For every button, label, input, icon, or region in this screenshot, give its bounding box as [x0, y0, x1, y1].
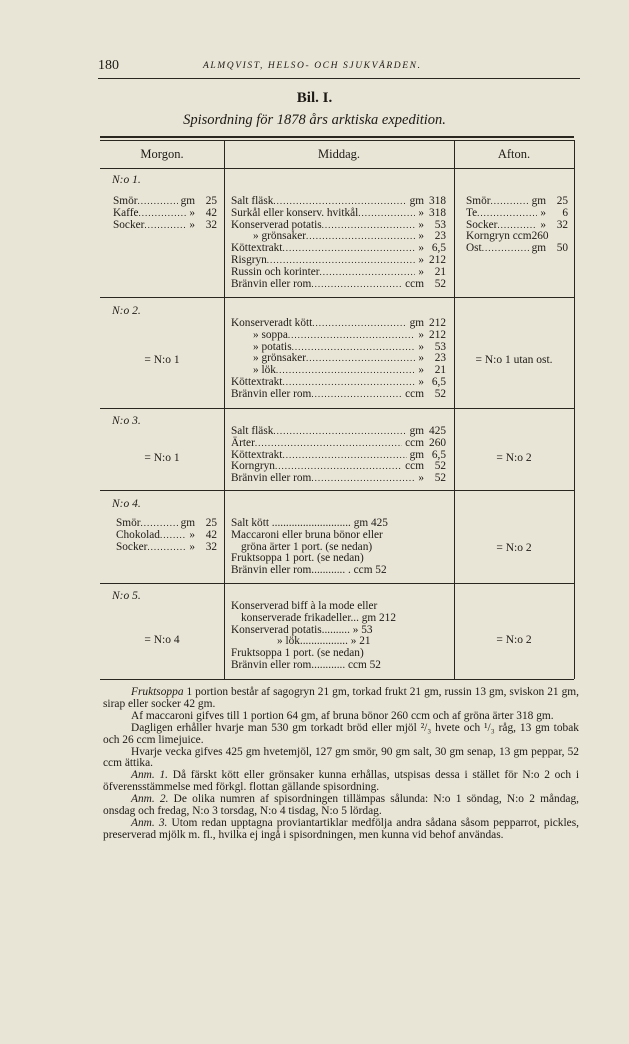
food-entry: Salt fläsk ..... gm 318	[231, 196, 446, 208]
food-entry: Fruktsoppa 1 port. (se nedan)	[231, 552, 364, 565]
food-entry: Chokolad ..... » 42	[116, 530, 217, 542]
note-paragraph: Anm. 1. Då färskt kött eller grönsaker kunna erhållas, utspisas dessa i stället för N:o 2 och i öfverensstämmelse med förkgl. flottan gällande spisordning.	[103, 769, 579, 794]
food-entry: Fruktsoppa 1 port. (se nedan)	[231, 647, 364, 660]
middag-cell	[231, 196, 446, 290]
food-entry: Bränvin eller rom ..... ccm 52	[231, 389, 446, 401]
row-divider	[100, 408, 574, 409]
note-paragraph: Anm. 2. De olika numren af spisordningen tillämpas sålunda: N:o 1 söndag, N:o 2 måndag, onsdag och fredag, N:o 3 torsdag, N:o 4 tisdag, N:o 5 lördag.	[103, 793, 580, 818]
food-entry: » soppa ..... » 212	[231, 330, 446, 342]
morgon-cell	[116, 518, 217, 553]
note-paragraph: Fruktsoppa 1 portion består af sagogryn 21 gm, torkad frukt 21 gm, russin 13 gm, sviskon 21 gm, sirap eller socker 42 gm.	[103, 686, 579, 710]
appendix-heading: Bil. I.	[296, 90, 333, 106]
table-bottom-rule	[100, 679, 574, 680]
table-top-rule	[100, 136, 574, 138]
food-entry: » grönsaker ..... » 23	[231, 231, 446, 243]
row-divider	[100, 297, 574, 298]
food-entry: » lök ..... » 21	[231, 365, 446, 377]
note-paragraph: Af maccaroni gifves till 1 portion 64 gm, af bruna bönor 260 ccm och af gröna ärter 318 gm.	[131, 709, 554, 722]
row-label: N:o 1.	[112, 174, 141, 186]
food-entry: Köttextrakt ..... » 6,5	[231, 243, 446, 255]
row-divider	[100, 490, 574, 491]
food-entry: Korngryn ccm260	[466, 230, 549, 243]
food-entry: Russin och korinter ..... » 21	[231, 267, 446, 279]
food-entry: gröna ärter 1 port. (se nedan)	[241, 540, 373, 553]
column-divider	[224, 140, 225, 679]
row-divider	[100, 583, 574, 584]
food-entry: Köttextrakt ..... gm 6,5	[231, 450, 446, 462]
afton-cell: = N:o 1 utan ost.	[475, 354, 553, 366]
column-header-morgon: Morgon.	[140, 147, 184, 161]
running-title: ALMQVIST, HELSO- OCH SJUKVÅRDEN.	[203, 61, 422, 71]
food-entry: Bränvin eller rom ..... ccm 52	[231, 279, 446, 291]
food-entry: Te ..... » 6	[466, 208, 568, 220]
food-entry: Köttextrakt ..... » 6,5	[231, 377, 446, 389]
food-entry: Konserveradt kött ..... gm 212	[231, 318, 446, 330]
food-entry: Kaffe ..... » 42	[113, 208, 217, 220]
food-entry: Salt kött ............................ gm 425	[231, 517, 388, 529]
food-entry: Bränvin eller rom............ ccm 52	[231, 658, 381, 671]
food-entry: Socker ..... » 32	[113, 220, 217, 232]
column-header-middag: Middag.	[317, 147, 360, 161]
middag-cell	[231, 426, 446, 485]
food-entry: Korngryn ..... ccm 52	[231, 461, 446, 473]
notes-section	[103, 687, 579, 842]
running-head	[98, 56, 580, 79]
afton-cell: = N:o 2	[496, 634, 532, 646]
morgon-cell: = N:o 1	[144, 354, 180, 366]
column-divider	[454, 140, 455, 679]
column-header-afton: Afton.	[497, 147, 531, 161]
food-entry: Socker ..... » 32	[116, 542, 217, 554]
note-paragraph: Dagligen erhåller hvarje man 530 gm torkadt bröd eller mjöl ²/₃ hvete och ¹/₃ råg, 13 gm tobak och 26 ccm limejuice.	[103, 721, 579, 746]
food-entry: » lök................. » 21	[277, 635, 371, 648]
food-entry: Maccaroni eller bruna bönor eller	[231, 528, 383, 541]
row-label: N:o 2.	[112, 305, 141, 317]
table-caption: Spisordning för 1878 års arktiska expedition.	[183, 112, 446, 128]
row-label: N:o 4.	[112, 498, 141, 510]
row-label: N:o 3.	[112, 415, 141, 427]
row-label: N:o 5.	[112, 590, 141, 602]
food-entry: Smör ..... gm 25	[116, 518, 217, 530]
food-entry: Bränvin eller rom............ . ccm 52	[231, 564, 387, 577]
afton-cell	[466, 196, 568, 255]
food-entry: » potatis ..... » 53	[231, 342, 446, 354]
note-paragraph: Hvarje vecka gifves 425 gm hvetemjöl, 127 gm smör, 90 gm salt, 30 gm senap, 13 gm peppar, 52 ccm ättika.	[103, 745, 579, 770]
food-entry: Ost ..... gm 50	[466, 243, 568, 255]
food-entry: Smör ..... gm 25	[113, 196, 217, 208]
page-number: 180	[98, 58, 119, 73]
afton-cell: = N:o 2	[496, 452, 532, 464]
table-right-edge	[574, 140, 575, 679]
morgon-cell: = N:o 4	[144, 634, 180, 646]
food-entry: Risgryn ..... » 212	[231, 255, 446, 267]
food-entry: » grönsaker ..... » 23	[231, 353, 446, 365]
middag-cell	[231, 518, 449, 577]
middag-cell	[231, 318, 446, 401]
food-entry: Bränvin eller rom ..... » 52	[231, 473, 446, 485]
food-entry: Smör ..... gm 25	[466, 196, 568, 208]
food-entry: Ärter ..... ccm 260	[231, 438, 446, 450]
morgon-cell	[113, 196, 217, 231]
table-header-rule	[100, 168, 574, 169]
middag-cell	[231, 601, 449, 672]
afton-cell: = N:o 2	[496, 542, 532, 554]
food-entry: Konserverad potatis.......... » 53	[231, 623, 373, 636]
food-entry: Surkål eller konserv. hvitkål ..... » 318	[231, 208, 446, 220]
morgon-cell: = N:o 1	[144, 452, 180, 464]
food-entry: konserverade frikadeller... gm 212	[241, 611, 396, 624]
table-top-rule-thin	[100, 140, 574, 141]
food-entry: Konserverad biff à la mode eller	[231, 600, 378, 612]
food-entry: Socker ..... » 32	[466, 220, 568, 232]
food-entry: Salt fläsk ..... gm 425	[231, 426, 446, 438]
food-entry: Konserverad potatis ..... » 53	[231, 220, 446, 232]
note-paragraph: Anm. 3. Utom redan upptagna proviantartiklar medfölja andra sådana såsom pepparrot, pickles, preserverad mjölk m. fl., hvilka ej ingå i spisordningen, men kunna vid behof användas.	[103, 816, 579, 841]
